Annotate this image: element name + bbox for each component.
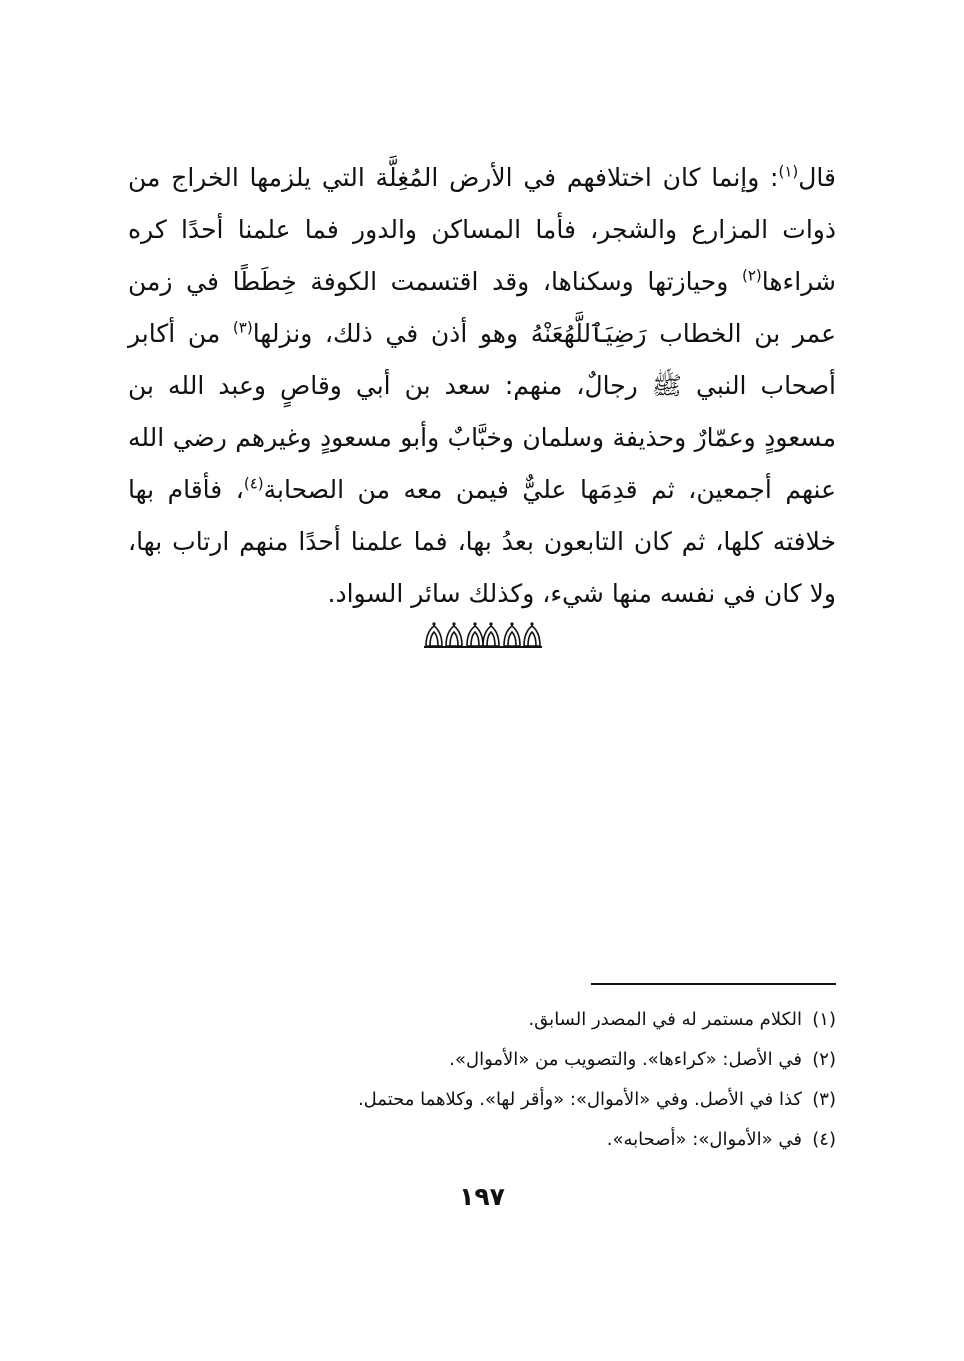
footnote-text: في الأصل: «كراءها». والتصويب من «الأموال». — [449, 1049, 802, 1070]
footnote-ref-4[interactable]: (٤) — [243, 474, 264, 493]
body-segment: قال — [798, 163, 836, 192]
footnote-text: الكلام مستمر له في المصدر السابق. — [528, 1009, 802, 1030]
footnote-item — [128, 1000, 836, 1040]
footnote-separator — [591, 983, 836, 985]
footnote-ref-1[interactable]: (١) — [778, 162, 799, 181]
footnote-ref-3[interactable]: (٣) — [232, 318, 253, 337]
footnote-number: (٣) — [812, 1089, 836, 1110]
section-divider-ornament-icon — [422, 620, 544, 650]
footnote-item — [128, 1120, 836, 1160]
body-segment: ، فأقام بها خلافته كلها، ثم كان التابعون بعدُ بها، فما علمنا أحدًا منهم ارتاب بها، ولا كان في نفسه منها شيء، وكذلك سائر السواد. — [128, 475, 836, 608]
main-paragraph — [128, 152, 836, 620]
footnotes-list — [128, 1000, 836, 1160]
footnote-ref-2[interactable]: (٢) — [741, 266, 762, 285]
footnote-number: (٢) — [812, 1049, 836, 1070]
footnote-text: في «الأموال»: «أصحابه». — [606, 1129, 802, 1150]
footnote-item — [128, 1080, 836, 1120]
footnote-text: كذا في الأصل. وفي «الأموال»: «وأقر لها». وكلاهما محتمل. — [357, 1089, 802, 1110]
footnote-item — [128, 1040, 836, 1080]
page-number: ١٩٧ — [459, 1182, 505, 1211]
body-segment: : وإنما كان اختلافهم في الأرض المُغِلَّة التي يلزمها الخراج من ذوات المزارع والشجر، فأما المساكن والدور فما علمنا أحدًا كره شراءها — [128, 163, 836, 296]
footnote-number: (٤) — [812, 1129, 836, 1150]
body-segment: من أكابر أصحاب النبي ﷺ رجالٌ، منهم: سعد بن أبي وقاصٍ وعبد الله بن مسعودٍ وعمّارٌ وحذيفة وسلمان وخبَّابٌ وأبو مسعودٍ وغيرهم رضي الله عنهم أجمعين، ثم قدِمَها عليٌّ فيمن معه من الصحابة — [128, 319, 836, 504]
footnote-number: (١) — [812, 1009, 836, 1030]
body-segment: وحيازتها وسكناها، وقد اقتسمت الكوفة خِطَطًا في زمن عمر بن الخطاب رَضِيَٱللَّهُعَنْهُ وهو أذن في ذلك، ونزلها — [128, 267, 836, 348]
